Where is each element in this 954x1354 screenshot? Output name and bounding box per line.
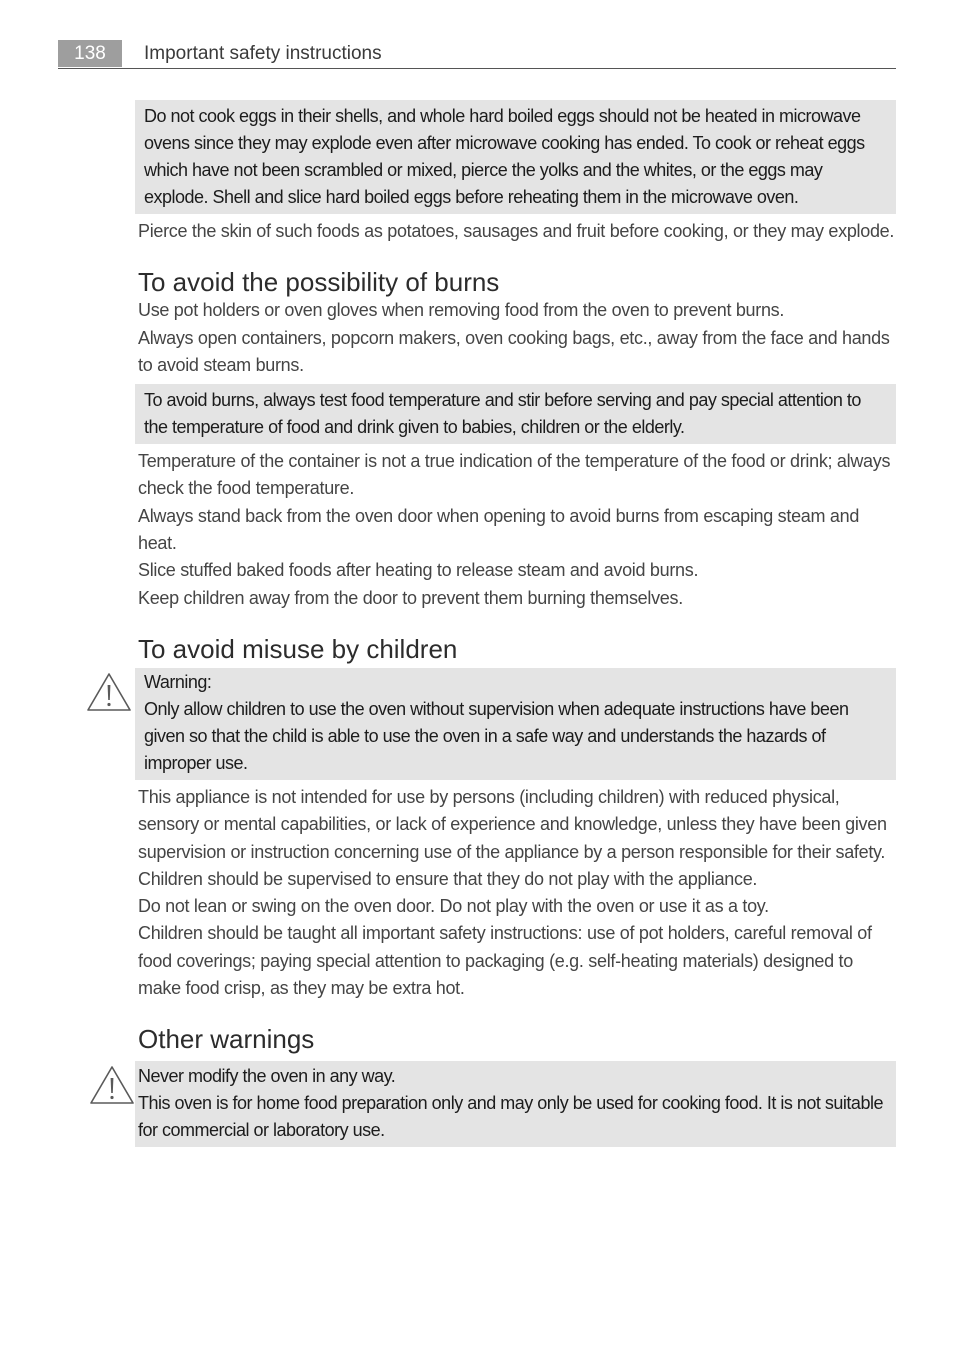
burns-note-box <box>135 384 896 444</box>
other-line-2: This oven is for home food preparation only and may only be used for cooking food. It is not suitable for commercial or laboratory use. <box>138 1093 883 1141</box>
children-heading: To avoid misuse by children <box>138 633 458 664</box>
children-line: Do not lean or swing on the oven door. Do not play with the oven or use it as a toy. <box>138 896 769 917</box>
burns-line: Temperature of the container is not a true indication of the temperature of the food or drink; always check the food temperature. <box>138 451 891 499</box>
warning-triangle-icon <box>89 1065 135 1105</box>
burns-line: Use pot holders or oven gloves when removing food from the oven to prevent burns. <box>138 300 785 321</box>
page-number: 138 <box>58 40 122 67</box>
children-line: Children should be taught all important safety instructions: use of pot holders, careful removal of food coverings; paying special attention to packaging (e.g. self-heating materials) designed to make food crisp, as they may be extra hot. <box>138 923 872 999</box>
burns-line: Always open containers, popcorn makers, oven cooking bags, etc., away from the face and hands to avoid steam burns. <box>138 327 890 375</box>
header-rule <box>58 68 896 69</box>
burns-note-text: To avoid burns, always test food temperature and stir before serving and pay special attention to the temperature of food and drink given to babies, children or the elderly. <box>144 390 861 438</box>
burns-line: Always stand back from the oven door when opening to avoid burns from escaping steam and heat. <box>138 505 860 554</box>
burns-heading: To avoid the possibility of burns <box>138 267 500 298</box>
children-line: This appliance is not intended for use by persons (including children) with reduced physical, sensory or mental capabilities, or lack of experience and knowledge, unless they have been given supervision or instruction concerning use of the appliance by a person responsible for their safety. <box>138 786 887 862</box>
header-title: Important safety instructions <box>144 43 382 64</box>
warning-triangle-icon <box>86 672 132 712</box>
children-paragraph <box>138 784 896 1002</box>
other-warning-box <box>135 1061 896 1147</box>
other-heading: Other warnings <box>138 1024 315 1055</box>
eggs-note-text: Do not cook eggs in their shells, and whole hard boiled eggs should not be heated in microwave ovens since they may explode even after microwave cooking has ended. To cook or reheat eggs which have not been scrambled or mixed, pierce the yolks and the whites, or the eggs may explode. Shell and slice hard boiled eggs before reheating them in the microwave oven. <box>144 106 865 207</box>
page-content <box>135 100 896 1147</box>
other-line-1: Never modify the oven in any way. <box>138 1066 396 1087</box>
burns-paragraph-b <box>138 448 896 612</box>
burns-line: Keep children away from the door to prevent them burning themselves. <box>138 587 683 608</box>
pierce-text: Pierce the skin of such foods as potatoes, sausages and fruit before cooking, or they may explode. <box>138 221 895 241</box>
burns-line: Slice stuffed baked foods after heating to release steam and avoid burns. <box>138 560 699 581</box>
warning-label: Warning: <box>144 671 212 692</box>
children-warning-box <box>135 668 896 780</box>
eggs-note-box <box>135 100 896 214</box>
warning-text: Only allow children to use the oven without supervision when adequate instructions have been given so that the child is able to use the oven in a safe way and understands the hazards of improper use. <box>144 698 849 773</box>
children-line: Children should be supervised to ensure that they do not play with the appliance. <box>138 868 758 889</box>
burns-paragraph-a <box>138 297 896 379</box>
pierce-paragraph <box>138 218 896 245</box>
